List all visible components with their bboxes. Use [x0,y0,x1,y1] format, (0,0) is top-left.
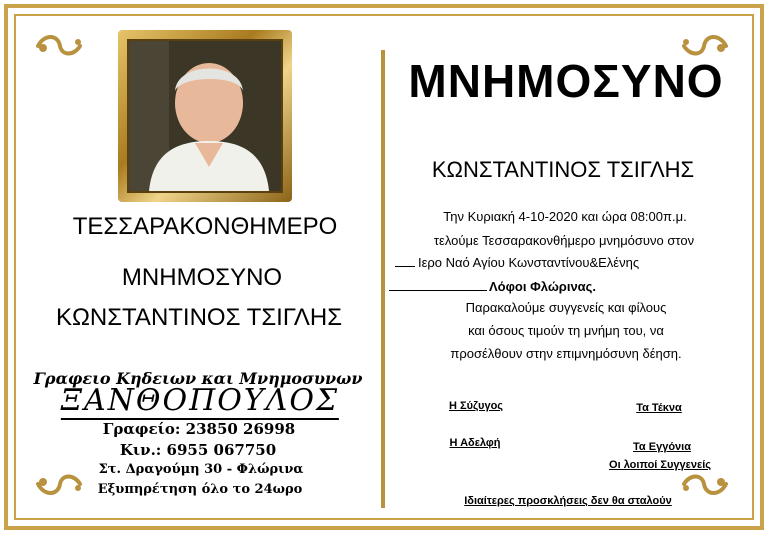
invitation-line-3: προσέλθουν στην επιμνημόσυνη δέηση. [450,346,682,361]
funeral-office-heading: Γραφειο Κηδειων και Μνημοσυνων [33,369,363,388]
signature-spouse: Η Σύζυγος [448,400,504,412]
title-fortieth-day: ΤΕΣΣΑΡΑΚΟΝΘΗΜΕΡΟ [72,213,338,240]
memorial-heading: ΜΝΗΜΟΣΥΝΟ [408,55,724,107]
signature-children: Τα Τέκνα [636,402,682,414]
ceremony-text-line: τελούμε Τεσσαρακονθήμερο μνημόσυνο στον [433,233,695,248]
church-line [395,255,639,270]
office-phone: Γραφείο: 23850 26998 [102,420,296,438]
service-hours: Εξυπηρέτηση όλο το 24ωρο [97,482,303,497]
location-name: Λόφοι Φλώρινας. [489,279,597,294]
signature-sister: Η Αδελφή [449,437,501,449]
portrait-photo [127,39,283,193]
invitation-line-2: και όσους τιμούν τη μνήμη του, να [468,323,664,338]
church-name: Ιερο Ναό Αγίου Κωνσταντίνου&Ελένης [418,255,640,270]
deceased-name-left: ΚΩΝΣΤΑΝΤΙΝΟΣ ΤΣΙΓΛΗΣ [55,304,343,331]
portrait-frame [118,30,292,202]
title-memorial: ΜΝΗΜΟΣΥΝΟ [121,264,283,291]
footer-note: Ιδιαίτερες προσκλήσεις δεν θα σταλούν [464,495,672,507]
ceremony-date-line: Την Κυριακή 4-10-2020 και ώρα 08:00π.μ. [443,209,687,224]
portrait-figure-icon [129,41,281,191]
bottom-right-flourish-icon [678,470,730,498]
signature-grandchildren: Τα Εγγόνια [633,441,691,453]
vertical-divider [381,50,385,508]
signature-relatives: Οι λοιποί Συγγενείς [609,459,711,471]
location-line [389,279,596,294]
mobile-phone: Κιν.: 6955 067750 [119,441,277,459]
invitation-line-1: Παρακαλούμε συγγενείς και φίλους [465,300,667,315]
deceased-name-right: ΚΩΝΣΤΑΝΤΙΝΟΣ ΤΣΙΓΛΗΣ [431,157,695,182]
company-name: ΞΑΝΘΟΠΟΥΛΟΣ [60,383,340,418]
blank-line [389,290,487,291]
blank-line [395,266,415,267]
office-address: Στ. Δραγούμη 30 - Φλώρινα [98,462,304,477]
bottom-left-flourish-icon [34,470,86,498]
top-left-flourish-icon [34,32,86,60]
